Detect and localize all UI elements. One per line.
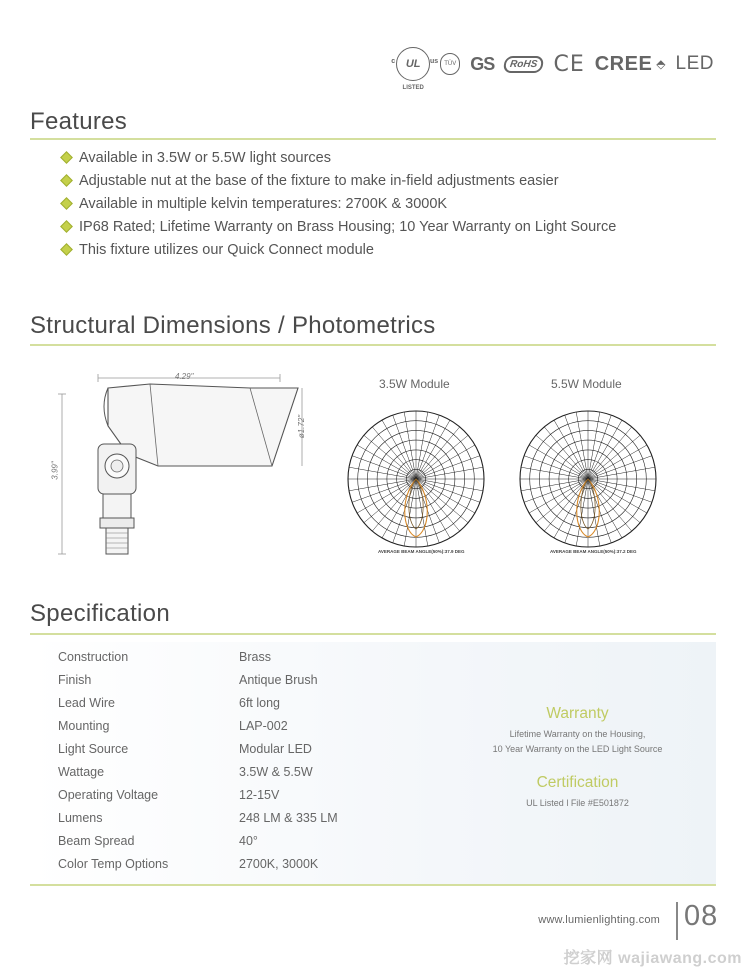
spec-row: Light Source Modular LED bbox=[58, 741, 312, 756]
module-3-5w-title: 3.5W Module bbox=[379, 377, 450, 391]
feature-item: Available in multiple kelvin temperatures: 2700K & 3000K bbox=[62, 192, 616, 215]
photometric-chart-5-5w bbox=[510, 397, 666, 563]
dimension-diameter-label: ø1.72" bbox=[297, 414, 307, 439]
watermark-text: 挖家网 wajiawang.com bbox=[563, 950, 742, 967]
warranty-block bbox=[460, 705, 695, 757]
structural-title: Structural Dimensions / Photometrics bbox=[30, 312, 436, 339]
certification-heading: Certification bbox=[536, 774, 619, 791]
fixture-drawing-svg bbox=[50, 366, 320, 566]
spec-row: Color Temp Options 2700K, 3000K bbox=[58, 856, 319, 871]
warranty-line-1: Lifetime Warranty on the Housing, bbox=[509, 729, 646, 739]
warranty-heading: Warranty bbox=[546, 705, 609, 722]
structural-rule bbox=[30, 344, 716, 346]
rohs-logo: RoHS bbox=[503, 56, 545, 73]
page-number: 08 bbox=[684, 900, 719, 932]
fixture-dimension-drawing bbox=[50, 366, 320, 566]
certification-line-1: UL Listed l File #E501872 bbox=[526, 798, 629, 808]
certification-logos bbox=[391, 44, 714, 91]
website-link[interactable]: www.lumienlighting.com bbox=[538, 914, 660, 926]
feature-item: Available in 3.5W or 5.5W light sources bbox=[62, 146, 616, 169]
cree-mark-icon: ⬘ bbox=[656, 57, 666, 71]
features-rule bbox=[30, 138, 716, 140]
specification-table bbox=[58, 645, 439, 875]
spec-row: Operating Voltage 12-15V bbox=[58, 787, 280, 802]
dimension-height-label: 3.99" bbox=[50, 461, 60, 480]
ce-logo: CE bbox=[553, 51, 585, 77]
led-logo: LED bbox=[675, 53, 714, 74]
footer-divider bbox=[676, 902, 678, 940]
gs-logo: GS bbox=[470, 53, 495, 74]
ul-listed-logo: c UL us LISTED bbox=[396, 47, 430, 81]
spec-row: Mounting LAP-002 bbox=[58, 718, 288, 733]
tuv-logo: TÜV bbox=[440, 53, 460, 75]
polar-footer-3-5w: AVERAGE BEAM ANGLE(50%):37.9 DEG bbox=[378, 549, 465, 554]
feature-item: This fixture utilizes our Quick Connect module bbox=[62, 238, 616, 261]
warranty-line-2: 10 Year Warranty on the LED Light Source bbox=[492, 744, 663, 754]
photometric-chart-3-5w bbox=[338, 397, 494, 563]
spec-row: Wattage 3.5W & 5.5W bbox=[58, 764, 313, 779]
spec-row: Lead Wire 6ft long bbox=[58, 695, 281, 710]
bullet-diamond-icon bbox=[60, 243, 73, 256]
cree-logo: CREE bbox=[594, 52, 653, 75]
features-list bbox=[62, 146, 616, 261]
specification-rule bbox=[30, 633, 716, 635]
module-5-5w-title: 5.5W Module bbox=[551, 377, 622, 391]
specification-title: Specification bbox=[30, 600, 170, 627]
spec-row: Construction Brass bbox=[58, 649, 271, 664]
bullet-diamond-icon bbox=[60, 151, 73, 164]
feature-item: IP68 Rated; Lifetime Warranty on Brass Housing; 10 Year Warranty on Light Source bbox=[62, 215, 616, 238]
polar-footer-5-5w: AVERAGE BEAM ANGLE(50%):37.2 DEG bbox=[550, 549, 637, 554]
spec-row: Lumens 248 LM & 335 LM bbox=[58, 810, 338, 825]
bullet-diamond-icon bbox=[60, 197, 73, 210]
certification-block bbox=[460, 774, 695, 811]
dimension-width-label: 4.29" bbox=[175, 372, 194, 381]
bullet-diamond-icon bbox=[60, 174, 73, 187]
features-title: Features bbox=[30, 108, 128, 135]
bullet-diamond-icon bbox=[60, 220, 73, 233]
specification-bottom-rule bbox=[30, 884, 716, 886]
feature-item: Adjustable nut at the base of the fixture to make in-field adjustments easier bbox=[62, 169, 616, 192]
spec-row: Beam Spread 40° bbox=[58, 833, 258, 848]
spec-row: Finish Antique Brush bbox=[58, 672, 318, 687]
